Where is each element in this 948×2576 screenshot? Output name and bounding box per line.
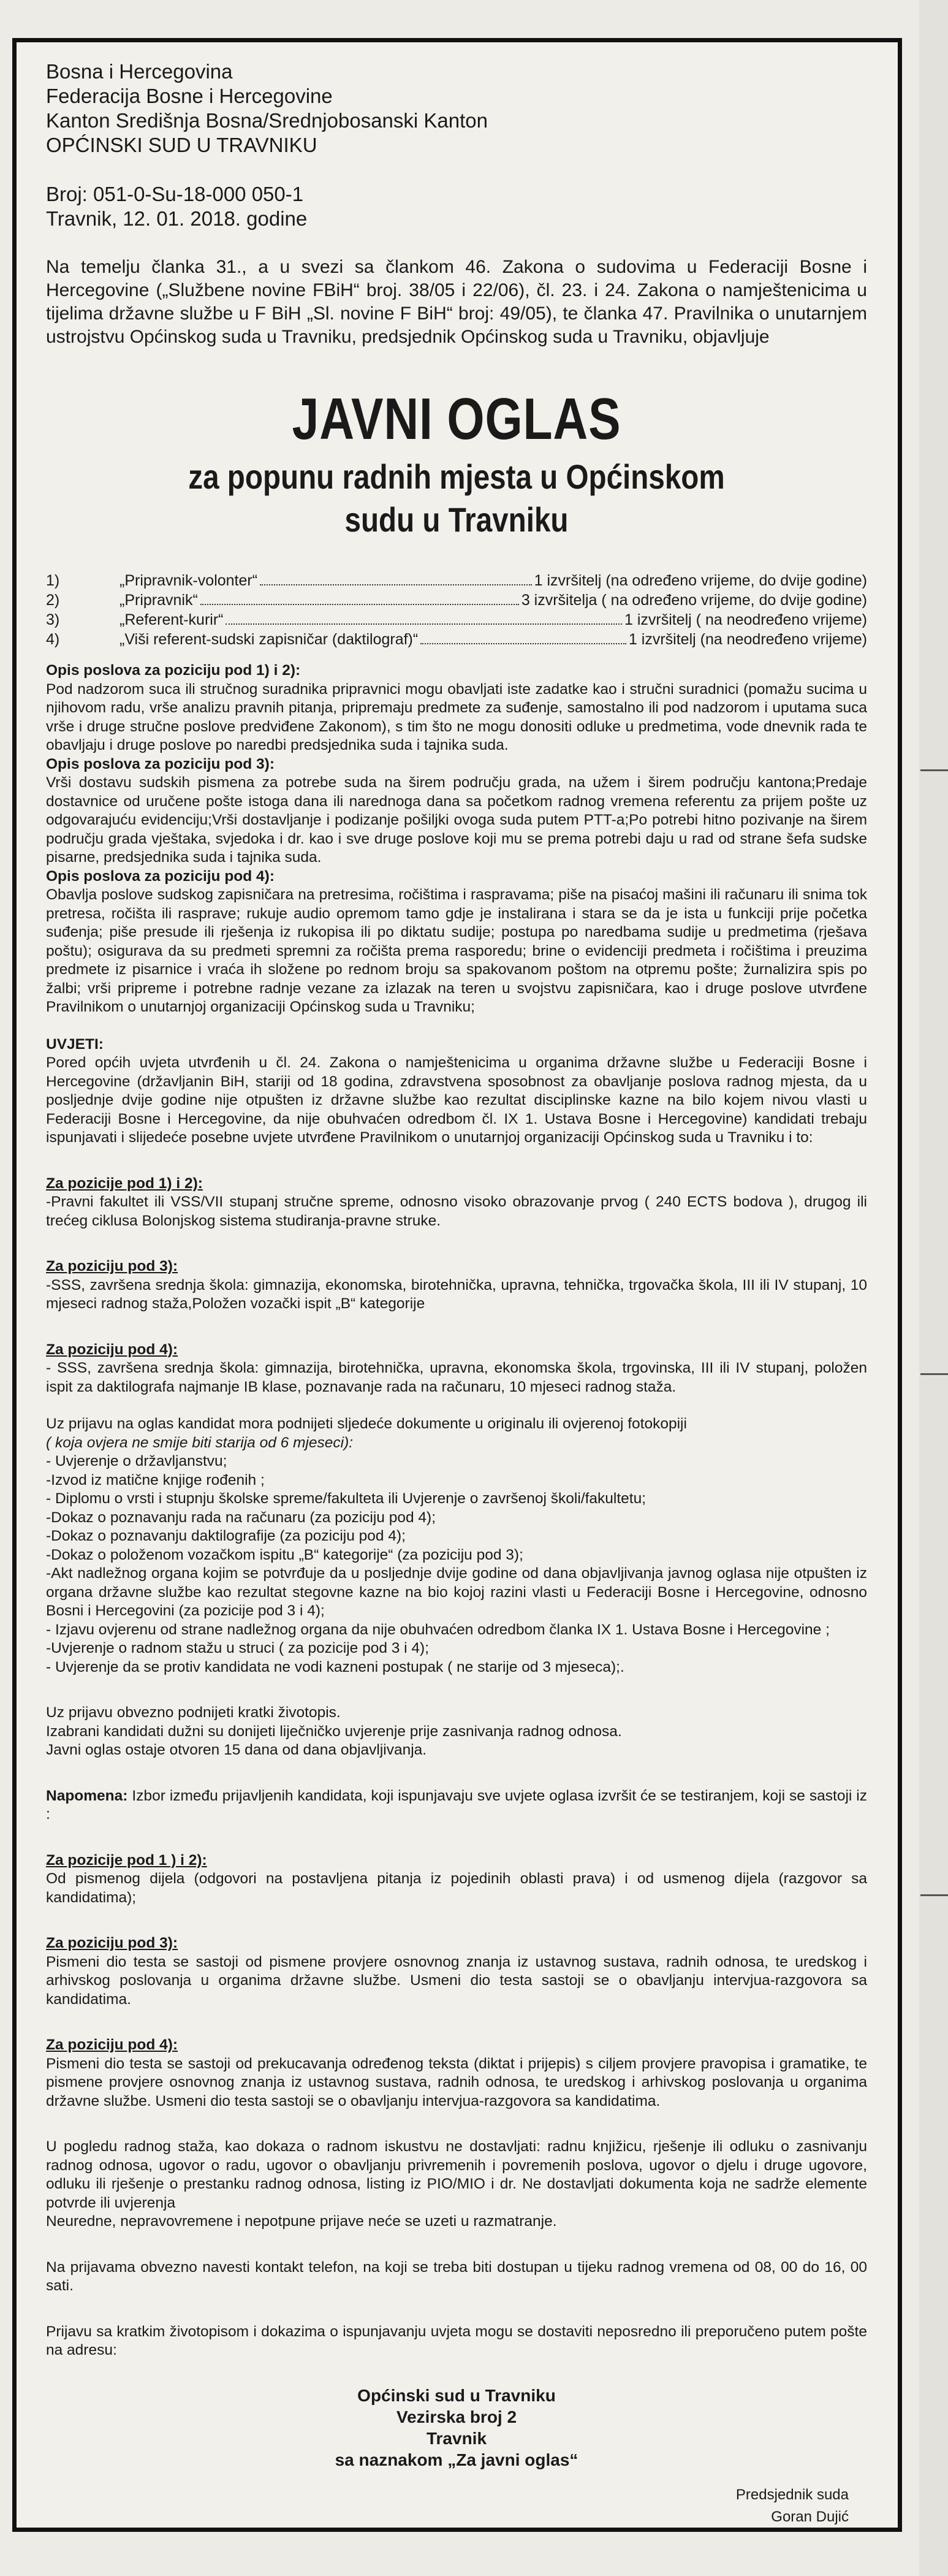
intro-paragraph: Na temelju članka 31., a u svezi sa člankom 46. Zakona o sudovima u Federaciji Bosne i Hercegovine („Službene novine FBiH“ broj. 38/05 i 22/06), čl. 23. i 24. Zakona o namještenicima u tijelima državne službe u F BiH „Sl. novine F BiH“ broj: 49/05), te članka 47. Pravilnika o unutarnjem ustrojstvu Općinskog suda u Travniku, predsjednik Općinskog suda u Travniku, objavljuje bbox=[46, 257, 867, 347]
position-count: 1 izvršitelj (na neodređeno vrijeme) bbox=[628, 631, 867, 648]
section-text: Pored općih uvjeta utvrđenih u čl. 24. Zakona o namještenicima u organima državne službe u Federaciji Bosne i Hercegovine (državljanin BiH, stariji od 18 godina, zdravstvena sposobnost za obavljanje poslova radnog mjesta, da u posljednje dvije godine nije otpušten iz državne službe kao rezultat disciplinske kazne na bilo kojem nivou vlasti u Federaciji Bosne i Hercegovine, da nije obuhvaćen odredbom čl. IX 1. Ustava Bosne i Hercegovine) kandidati trebaju ispunjavati i slijedeće posebne uvjete utvrđene Pravilnikom o unutarnjoj organizaciji Općinskog suda u Travniku i to: bbox=[46, 1054, 867, 1146]
position-name: „Referent-kurir“ bbox=[119, 611, 224, 628]
notice-frame bbox=[12, 38, 902, 2532]
section-text: -SSS, završena srednja škola: gimnazija, ekonomska, birotehnička, upravna, tehnička, trgovačka škola, III ili IV stupanj, 10 mjeseci radnog staža,Položen vozački ispit „B“ kategorije bbox=[46, 1276, 867, 1312]
mailing-address bbox=[46, 2385, 867, 2471]
subsection-heading: Za poziciju pod 4): bbox=[46, 1341, 178, 1358]
section-text: Pod nadzorom suca ili stručnog suradnika pripravnici mogu obavljati iste zadatke kao i stručni suradnici (pomažu sucima u njihovom radu, vrše analizu pravnih pitanja, pripremaju predmete za suđenje, samostalno ili pod nadzorom i uputama suca vrše i druge stručne poslove predviđene Zakonom), s tim što ne mogu donositi odluke u predmetima, vode dnevnik rada te obavljaju i druge poslove po naredbi predsjednika suda i tajnika suda. bbox=[46, 680, 867, 753]
position-name: „Viši referent-sudski zapisničar (daktilograf)“ bbox=[119, 631, 419, 648]
delivery-paragraph: Prijavu sa kratkim životopisom i dokazima o ispunjavanju uvjeta mogu se dostaviti neposredno ili preporučeno putem pošte na adresu: bbox=[46, 2323, 867, 2358]
position-name: „Pripravnik“ bbox=[119, 592, 198, 609]
section-heading: Opis poslova za poziciju pod 1) i 2): bbox=[46, 662, 301, 679]
section-text: Pismeni dio testa se sastoji od pismene provjere osnovnog znanja iz ustavnog sustava, radnih odnosa, te uredskog i arhivskog poslovanja u organima državne službe. Usmeni dio testa sastoji se o obavljanju intervjua-razgovora sa kandidatima. bbox=[46, 1953, 867, 2008]
documents-list bbox=[46, 1452, 867, 1677]
position-count: 3 izvršitelja ( na određeno vrijeme, do dvije godine) bbox=[521, 592, 867, 609]
position-number: 3) bbox=[46, 611, 60, 628]
header-line: Bosna i Hercegovina bbox=[46, 60, 233, 83]
note-paragraph bbox=[46, 1787, 867, 1824]
document-item: -Izvod iz matične knjige rođenih ; bbox=[46, 1471, 265, 1488]
incomplete-applications: Neuredne, nepravovremene i nepotpune prijave neće se uzeti u razmatranje. bbox=[46, 2213, 557, 2230]
position-name: „Pripravnik-volonter“ bbox=[119, 572, 258, 589]
notice-body bbox=[46, 661, 867, 2360]
dot-leader bbox=[260, 571, 532, 585]
subtitle-line: sudu u Travniku bbox=[344, 500, 569, 539]
position-number: 2) bbox=[46, 592, 60, 609]
court-header bbox=[46, 59, 867, 158]
dot-leader bbox=[200, 590, 519, 605]
signature-block bbox=[46, 2484, 867, 2528]
reference-block bbox=[46, 182, 867, 231]
subsection-heading: Za poziciju pod 4): bbox=[46, 2037, 178, 2053]
documents-intro: Uz prijavu na oglas kandidat mora podnijeti sljedeće dokumente u originalu ili ovjerenoj fotokopiji bbox=[46, 1416, 687, 1432]
section-heading: Opis poslova za poziciju pod 3): bbox=[46, 755, 275, 772]
document-item: - Izjavu ovjerenu od strane nadležnog organa da nije obuhvaćen odredbom članka IX 1. Ustava Bosne i Hercegovine ; bbox=[46, 1621, 830, 1638]
document-item: -Dokaz o poznavanju rada na računaru (za poziciju pod 4); bbox=[46, 1509, 436, 1526]
document-item: -Akt nadležnog organa kojim se potvrđuje da u posljednje dvije godine od dana objavljivanja javnog oglasa nije otpušten iz organa državne službe kao rezultat stegovne kazne na bio kojoj razini vlasti u Federaciji Bosne i Hercegovine, odnosno Bosni i Hercegovini (za pozicije pod 3 i 4); bbox=[46, 1565, 867, 1619]
documents-note: ( koja ovjera ne smije biti starija od 6 mjeseci): bbox=[46, 1434, 354, 1451]
place-date: Travnik, 12. 01. 2018. godine bbox=[46, 207, 308, 230]
section-text: Obavlja poslove sudskog zapisničara na pretresima, ročištima i raspravama; piše na pisaćoj mašini ili računaru ili snima tok pretresa, ročišta ili rasprave; rukuje audio opremom tamo gdje je instalirana i stara se da je ista u funkciji prije početka suđenja; piše presude ili rješenja iz rukopisa ili po diktatu sudije; postupa po naredbama sudije u predmetima (rješava poštu); osigurava da su predmeti spremni za ročišta prema rasporedu; brine o evidenciji predmeta i ročištima i preuzima predmete iz pisarnice i vraća ih složene po rednom broju sa spakovanom poštom na otpremu pošte; žurnalizira spis po žalbi; vrši pripreme i potrebne radnje vezane za izlazak na teren u svojstvu zapisničara, kao i druge poslove utvrđene Pravilnikom o unutarnjoj organizaciji Općinskog suda u Travniku; bbox=[46, 886, 867, 1015]
subsection-heading: Za pozicije pod 1) i 2): bbox=[46, 1175, 203, 1192]
subsection-heading: Za pozicije pod 1 ) i 2): bbox=[46, 1851, 207, 1869]
signatory-name: Goran Dujić bbox=[771, 2508, 849, 2525]
work-experience-paragraph: U pogledu radnog staža, kao dokaza o radnom iskustvu ne dostavljati: radnu knjižicu, rješenje ili odluku o zasnivanju radnog odnosa, ugovor o radu, ugovor o obavljanju privremenih i povremenih poslova, ugovor o djelu i druge ugovore, odluku ili rješenje o prestanku radnog odnosa, listing iz PIO/MIO i dr. Ne dostavljati dokumenta koja ne sadrže elemente potvrde ili uvjerenja bbox=[46, 2138, 867, 2211]
document-item: -Uvjerenje o radnom stažu u struci ( za pozicije pod 3 i 4); bbox=[46, 1640, 430, 1656]
adjacent-column-background bbox=[919, 0, 948, 2576]
after-documents-line: Uz prijavu obvezno podnijeti kratki životopis. bbox=[46, 1704, 341, 1721]
document-item: -Dokaz o poznavanju daktilografije (za poziciju pod 4); bbox=[46, 1528, 406, 1544]
adjacent-column-rule bbox=[920, 769, 948, 771]
signatory-title: Predsjednik suda bbox=[735, 2486, 849, 2503]
after-documents-line: Izabrani kandidati dužni su donijeti liječničko uvjerenje prije zasnivanja radnog odnosa. bbox=[46, 1723, 622, 1740]
header-line: OPĆINSKI SUD U TRAVNIKU bbox=[46, 134, 317, 156]
positions-list bbox=[46, 571, 867, 649]
section-text: -Pravni fakultet ili VSS/VII stupanj stručne spreme, odnosno visoko obrazovanje prvog ( 240 ECTS bodova ), drugog ili trećeg ciklusa Bolonjskog sistema studiranja-pravne struke. bbox=[46, 1194, 867, 1229]
address-line: Travnik bbox=[426, 2428, 487, 2448]
note-text: Izbor između prijavljenih kandidata, koji ispunjavaju sve uvjete oglasa izvršit će se testiranjem, koji se sastoji iz : bbox=[46, 1787, 867, 1823]
subsection-heading: Za poziciju pod 3): bbox=[46, 1258, 178, 1275]
section-heading: UVJETI: bbox=[46, 1035, 104, 1053]
position-row bbox=[46, 610, 867, 630]
position-number: 4) bbox=[46, 631, 60, 648]
position-count: 1 izvršitelj ( na neodređeno vrijeme) bbox=[624, 611, 867, 628]
notice-subtitle bbox=[108, 455, 806, 541]
adjacent-column-rule bbox=[920, 1373, 948, 1375]
dot-leader bbox=[226, 610, 622, 625]
section-text: - SSS, završena srednja škola: gimnazija, birotehnička, upravna, ekonomska škola, trgovinska, III ili IV stupanj, položen ispit za daktilografa najmanje IB klase, poznavanje rada na računaru, 10 mjeseci radnog staža. bbox=[46, 1360, 867, 1395]
position-row bbox=[46, 630, 867, 649]
after-documents bbox=[46, 1704, 867, 1760]
dot-leader bbox=[420, 630, 626, 644]
document-item: - Uvjerenje da se protiv kandidata ne vodi kazneni postupak ( ne starije od 3 mjeseca);. bbox=[46, 1658, 624, 1675]
position-row bbox=[46, 590, 867, 610]
address-line: Općinski sud u Travniku bbox=[357, 2385, 556, 2405]
section-text: Pismeni dio testa se sastoji od prekucavanja određenog teksta (diktat i prijepis) s ciljem provjere pravopisa i gramatike, te pismene provjere osnovnog znanja iz ustavnog sustava, radnih odnosa, te uredskog i arhivskog poslovanja u organima državne službe. Usmeni dio testa sastoji se o obavljanju intervjua-razgovora sa kandidatima. bbox=[46, 2055, 867, 2109]
document-item: - Uvjerenje o državljanstvu; bbox=[46, 1453, 227, 1469]
adjacent-column-rule bbox=[920, 1894, 948, 1896]
document-item: - Diplomu o vrsti i stupnju školske spreme/fakulteta ili Uvjerenje o završenoj školi/fakultetu; bbox=[46, 1490, 647, 1507]
after-documents-line: Javni oglas ostaje otvoren 15 dana od dana objavljivanja. bbox=[46, 1742, 427, 1758]
notice-content bbox=[46, 59, 867, 2528]
address-line: Vezirska broj 2 bbox=[396, 2407, 517, 2426]
reference-number: Broj: 051-0-Su-18-000 050-1 bbox=[46, 183, 304, 205]
position-row bbox=[46, 571, 867, 590]
notice-title: JAVNI OGLAS bbox=[292, 386, 621, 452]
note-label: Napomena: bbox=[46, 1787, 128, 1804]
section-text: Vrši dostavu sudskih pismena za potrebe suda na širem području grada, na užem i širem području kantona;Predaje dostavnice od uručene pošte istoga dana ili narednoga dana sa početkom radnog vremena referentu za prijem pošte uz odgovarajuću evidenciju;Vrši dostavljanje i podizanje pošiljki ovoga suda putem PTT-a;Po potrebi hitno pozivanje na širem području grada vještaka, svjedoka i dr. kao i sve druge poslove koji mu se prema potrebi daju u rad od strane šefa sudske pisarne, predsjednika suda i tajnika suda. bbox=[46, 774, 867, 866]
subsection-heading: Za poziciju pod 3): bbox=[46, 1935, 178, 1951]
subtitle-line: za popunu radnih mjesta u Općinskom bbox=[188, 457, 725, 496]
address-line: sa naznakom „Za javni oglas“ bbox=[335, 2450, 578, 2469]
phone-paragraph: Na prijavama obvezno navesti kontakt telefon, na koji se treba biti dostupan u tijeku radnog vremena od 08, 00 do 16, 00 sati. bbox=[46, 2258, 867, 2294]
section-heading: Opis poslova za poziciju pod 4): bbox=[46, 867, 275, 885]
position-count: 1 izvršitelj (na određeno vrijeme, do dvije godine) bbox=[534, 572, 867, 589]
header-line: Kanton Središnja Bosna/Srednjobosanski Kanton bbox=[46, 109, 488, 132]
document-item: -Dokaz o položenom vozačkom ispitu „B“ kategorije“ (za poziciju pod 3); bbox=[46, 1546, 523, 1563]
section-text: Od pismenog dijela (odgovori na postavljena pitanja iz pojedinih oblasti prava) i od usmenog dijela (razgovor sa kandidatima); bbox=[46, 1870, 867, 1906]
header-line: Federacija Bosne i Hercegovine bbox=[46, 85, 333, 107]
position-number: 1) bbox=[46, 572, 60, 589]
